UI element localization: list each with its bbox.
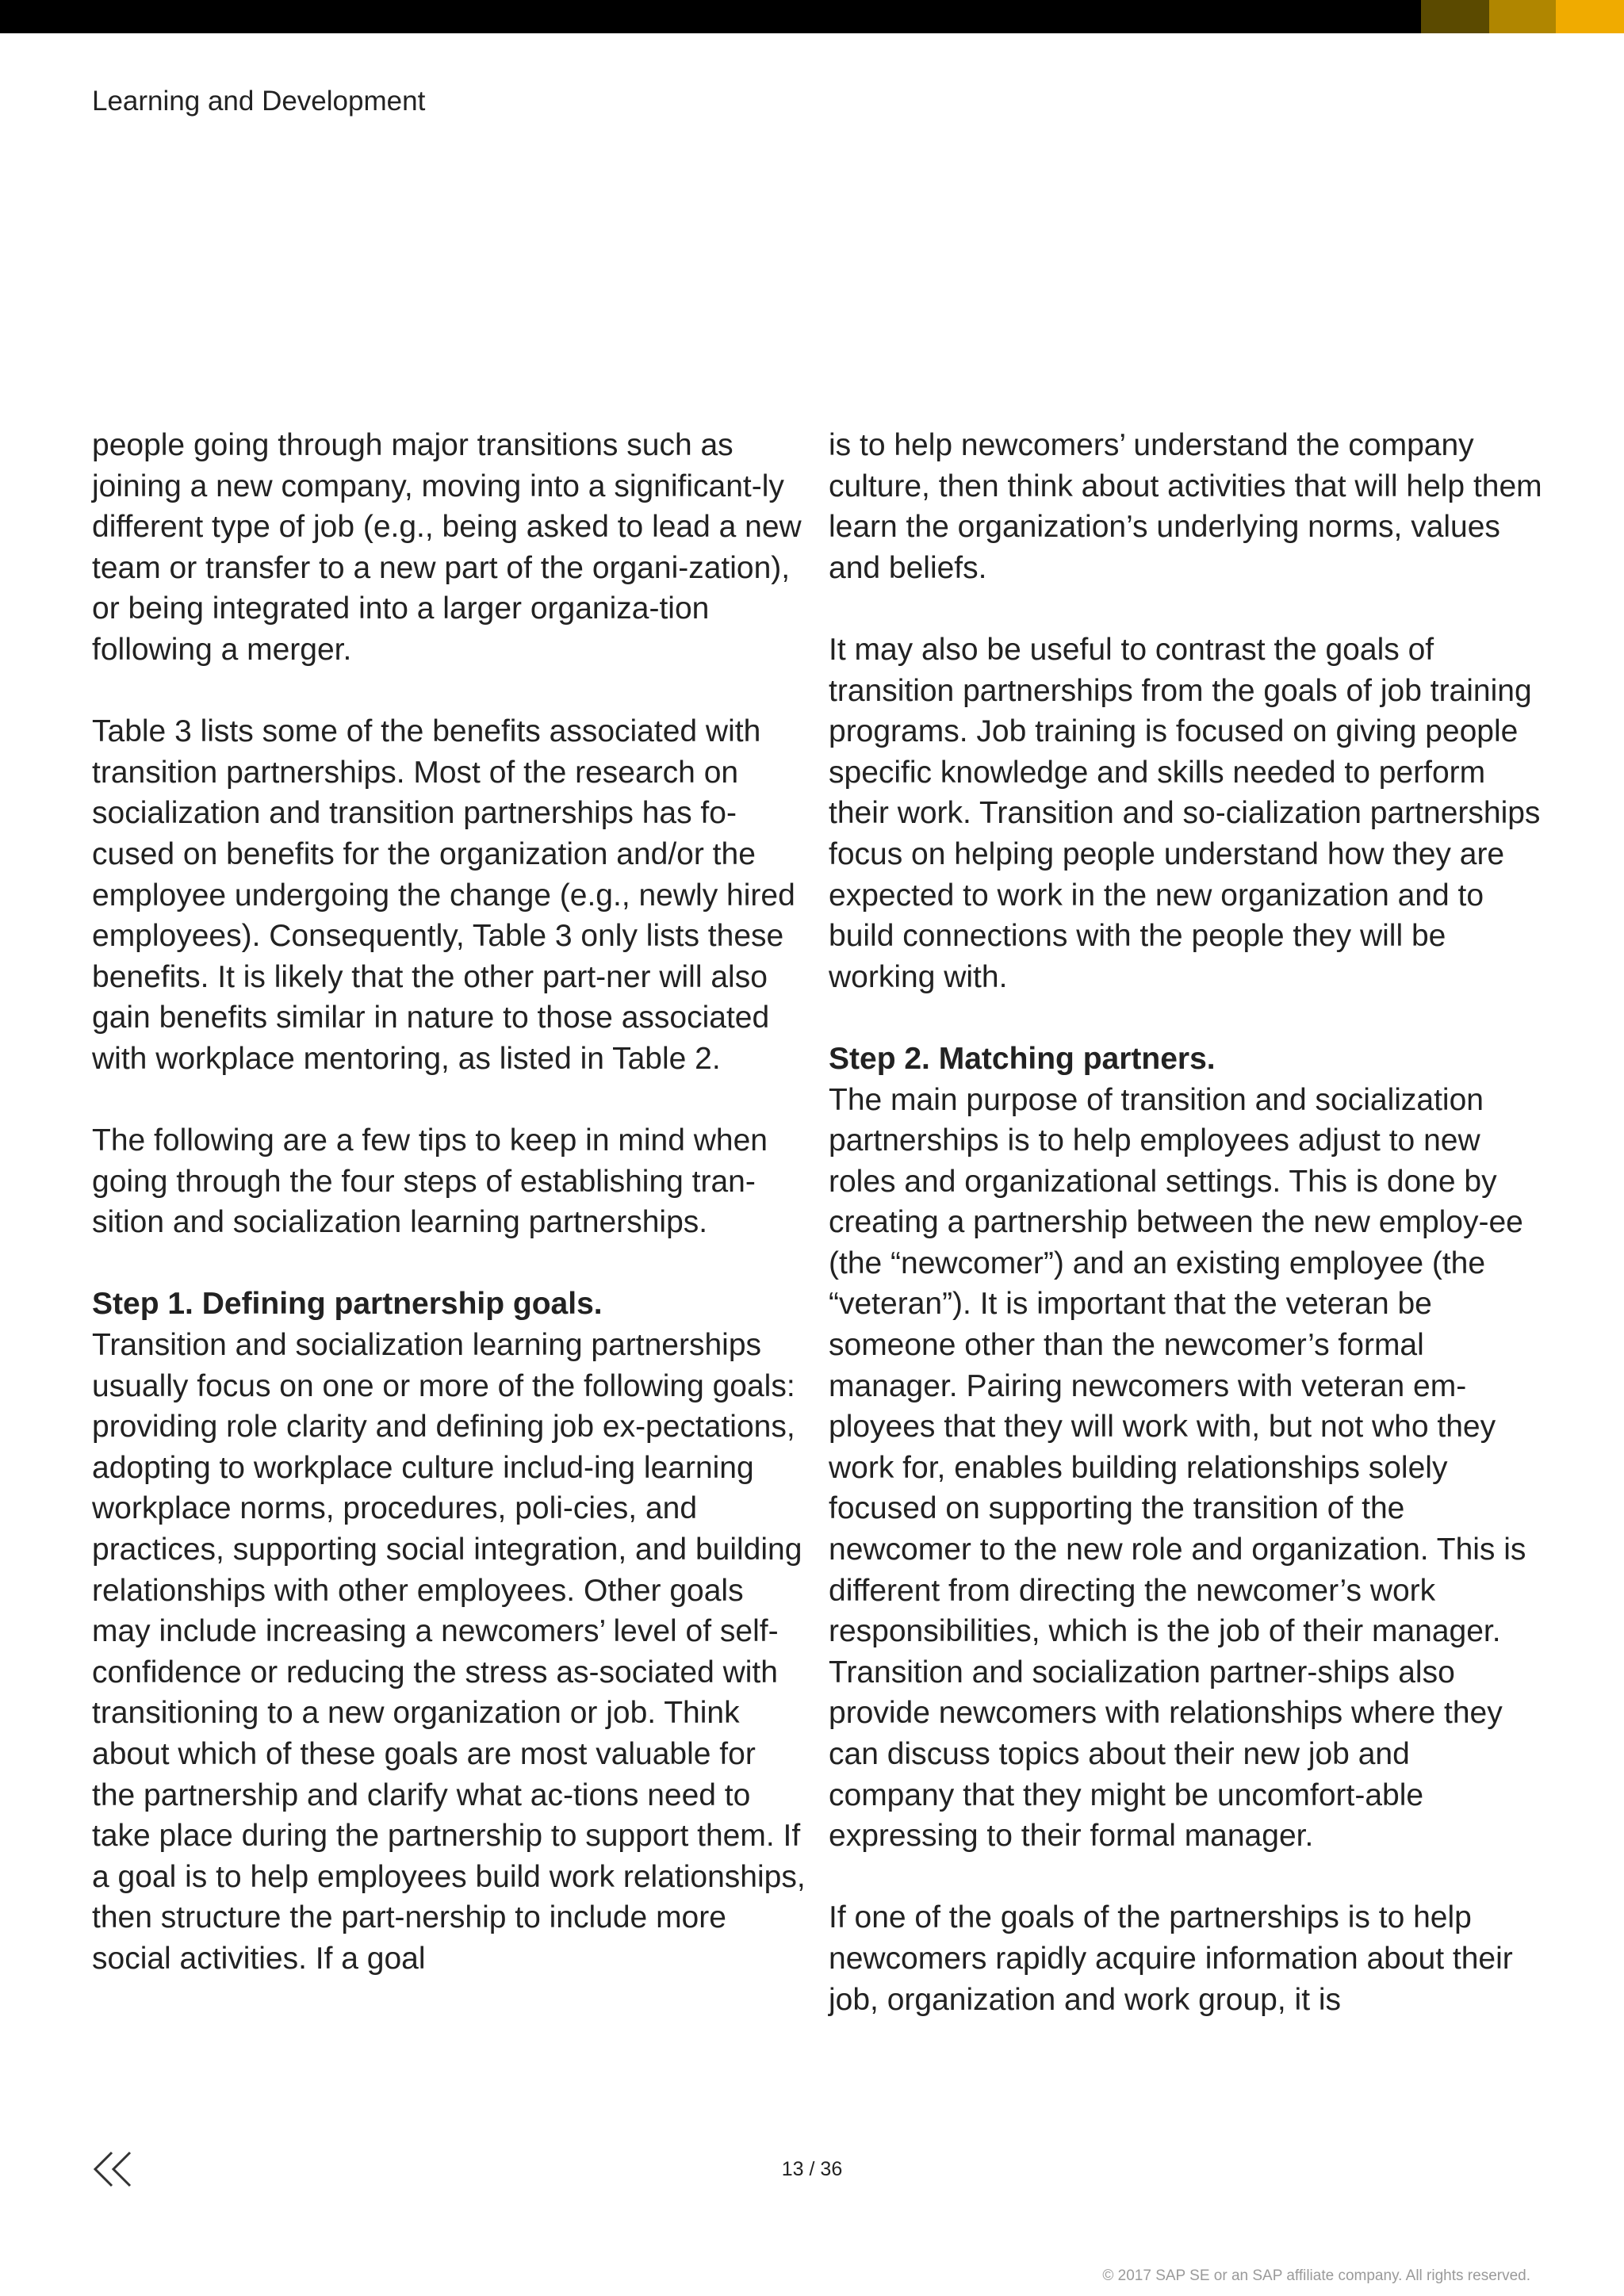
copyright-notice: © 2017 SAP SE or an SAP affiliate company. All rights reserved. xyxy=(1102,2267,1530,2284)
step1-body: Transition and socialization learning partnerships usually focus on one or more of the following goals: providing role clarity and defining job ex-pectations, adopting to workplace culture includ-ing learning workplace norms, procedures, poli-cies, and practices, supporting social integration, and building relationships with other employees. Other goals may include increasing a newcomers’ level of self-confidence or reducing the stress as-sociated with transitioning to a new organization or job. Think about which of these goals are most valuable for the partnership and clarify what ac-tions need to take place during the partnership to support them. If a goal is to help employees build work relationships, then structure the part-nership to include more social activities. If a goal xyxy=(92,1328,806,1976)
page-number: 13 / 36 xyxy=(781,2158,843,2180)
left-paragraph-1: people going through major transitions such as joining a new company, moving into a significant-ly different type of job (e.g., being asked to lead a new team or transfer to a new part of the organi-zation), or being integrated into a larger organiza-tion following a merger. xyxy=(92,428,802,667)
step2-heading: Step 2. Matching partners. xyxy=(829,1041,1216,1076)
accent-segment-medium xyxy=(1489,0,1556,33)
left-column xyxy=(92,425,806,1980)
step2-body: The main purpose of transition and socialization partnerships is to help employees adjust to new roles and organizational settings. This is done by creating a partnership between the new employ-ee (the “newcomer”) and an existing employee (the “veteran”). It is important that the veteran be someone other than the newcomer’s formal manager. Pairing newcomers with veteran em-ployees that they will work with, but not who they work for, enables building relationships solely focused on supporting the transition of the newcomer to the new role and organization. This is different from directing the newcomer’s work responsibilities, which is the job of their manager. Transition and socialization partner-ships also provide newcomers with relationships where they can discuss topics about their new job and company that they might be uncomfort-able expressing to their formal manager. xyxy=(829,1082,1526,1854)
step1-section xyxy=(92,1284,806,1979)
step1-heading: Step 1. Defining partnership goals. xyxy=(92,1287,603,1322)
right-column xyxy=(829,425,1542,2020)
accent-segment-light xyxy=(1556,0,1624,33)
left-paragraph-2: Table 3 lists some of the benefits associated with transition partnerships. Most of the research on socialization and transition partnerships has fo-cused on benefits for the organization and/or the employee undergoing the change (e.g., newly hired employees). Consequently, Table 3 only lists these benefits. It is likely that the other part-ner will also gain benefits similar in nature to those associated with workplace mentoring, as listed in Table 2. xyxy=(92,714,795,1076)
right-paragraph-1: is to help newcomers’ understand the company culture, then think about activities that will help them learn the organization’s underlying norms, values and beliefs. xyxy=(829,428,1542,585)
section-label: Learning and Development xyxy=(92,86,426,117)
step2-section xyxy=(829,1039,1542,1857)
accent-segment-dark xyxy=(1421,0,1489,33)
right-paragraph-2: It may also be useful to contrast the goals of transition partnerships from the goals of job training programs. Job training is focused on giving people specific knowledge and skills needed to perform their work. Transition and so-cialization partnerships focus on helping people understand how they are expected to work in the new organization and to build connections with the people they will be working with. xyxy=(829,632,1541,994)
right-paragraph-4: If one of the goals of the partnerships is to help newcomers rapidly acquire information about their job, organization and work group, it is xyxy=(829,1900,1513,2017)
top-bar xyxy=(0,0,1624,33)
left-paragraph-3: The following are a few tips to keep in mind when going through the four steps of establishing tran-sition and socialization learning partnerships. xyxy=(92,1123,768,1240)
